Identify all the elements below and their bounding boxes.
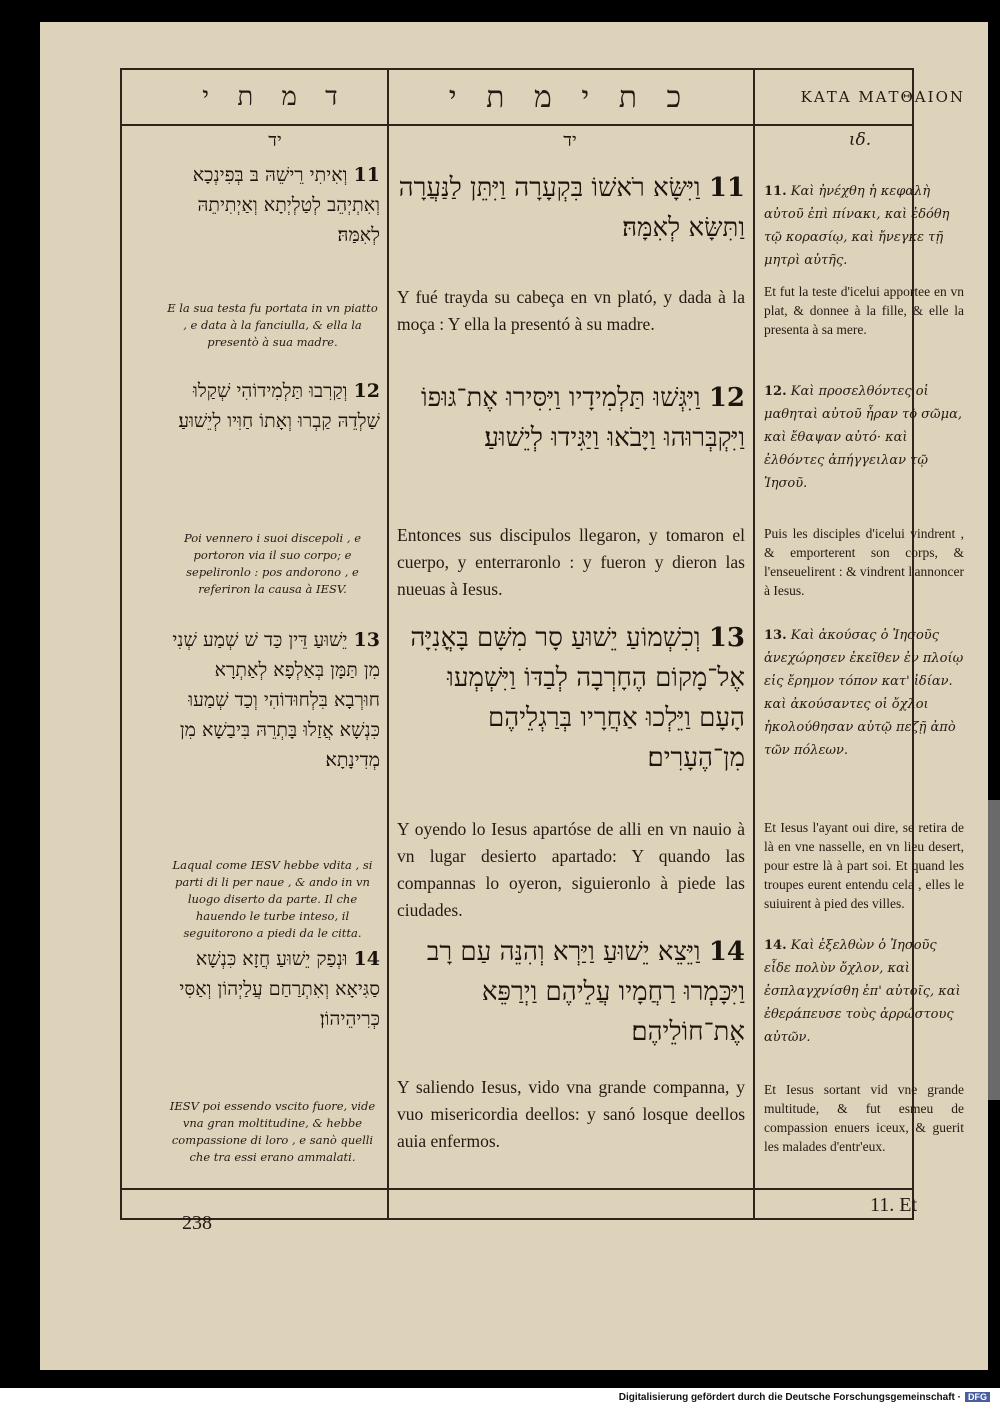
middle-verse-11 — [395, 168, 745, 248]
left-verse-13 — [165, 625, 380, 775]
digitization-banner — [0, 1388, 1000, 1406]
header-left: ד מ ת י — [202, 82, 348, 112]
chapter-right: ιδ. — [848, 130, 872, 150]
right-french-11: Et fut la teste d'icelui apportee en vn plat, & donnee à la fille, & elle la presenta à sa mere. — [764, 284, 964, 337]
left-verse-12 — [165, 376, 380, 436]
page-edge — [988, 800, 1000, 1100]
verse-number: 13 — [708, 623, 745, 653]
aramaic-text: וְקַרִבוּ תַּלְמִידוֹהִי שְׁקַלוּ שַׁלְדֵהּ קַבְרוּ וְאָתוֹ חַוִּיו לְיֵשׁוּעַ׃ — [178, 380, 380, 432]
greek-text: Καὶ ἐξελθὼν ὁ Ἰησοῦς εἶδε πολὺν ὄχλον, καὶ ἐσπλαγχνίσθη ἐπ' αὐτοῖς, καὶ ἐθεράπευσε τοὺς ἀρρώστους αὐτῶν. — [764, 938, 961, 1045]
right-french-13: Et Iesus l'ayant oui dire, se retira de là en vne nasselle, en vn lieu desert, pour estre là à part soi. Et quand les troupes eurent entendu cela , elles le suiuirent à pied des villes. — [764, 820, 964, 911]
right-greek-11 — [764, 180, 964, 272]
verse-number: 11 — [708, 173, 745, 203]
hebrew-text: וְכִשְׁמוֹעַ יֵשׁוּעַ סָר מִשָּׁם בָּאֳנִיָּה אֶל־מָקוֹם הֶחָרְבָה לְבַדּוֹ וַיִּשְׁמְעוּ הָעָם וַיֵּלְכוּ אַחֲרָיו בְּרַגְלֵיהֶם מִן־הֶעָרִים׃ — [410, 623, 745, 773]
middle-spanish-13: Y oyendo lo Iesus apartóse de alli en vn nauio à vn lugar desierto apartado: Y quando las compannas lo oyeron, siguieronlo à piede las ciudades. — [397, 819, 745, 920]
right-french-12: Puis les disciples d'icelui vindrent , & emporterent son corps, & l'enseuelirent : & vindrent l'annoncer à Iesus. — [764, 526, 964, 598]
header-right: ΚΑΤΑ ΜΑΤΘΑΙΟΝ — [800, 88, 965, 106]
verse-number: 13 — [353, 629, 380, 651]
verse-number: 12 — [353, 380, 380, 402]
verse-number: 14 — [708, 937, 745, 967]
middle-spanish-11: Y fué trayda su cabeça en vn plató, y dada à la moça : Y ella la presentó à su madre. — [397, 287, 745, 334]
left-italian-14: IESV poi essendo vscito fuore, vide vna gran moltitudine, & hebbe compassione di loro , e sanò quelli che tra essi erano ammalati. — [169, 1099, 376, 1164]
aramaic-text: וְאִיתִי רֵישֵׁהּ בּ בְּפִינְכָא וְאִתְיְהֵב לְטַלְיְתָא וְאַיְתִיתֵהּ לְאִמַּהּ׃ — [192, 164, 380, 246]
bottom-rule — [120, 1188, 914, 1190]
middle-verse-12 — [395, 378, 745, 458]
aramaic-text: יֵשׁוּעַ דֵּין כַּד שׁ שְׁמַע שְׁנִי מִן תַּמָּן בְּאַלְפָא לְאַתְרָא חוּרְבָא בִּלְחוּדוֹהִי וְכַד שְׁמַעוּ כִּנְשָׁא אֲזַלוּ בָּתְרֵהּ בִּיבַשָׁא מִן מְדִינָתָא׃ — [172, 629, 380, 771]
left-verse-14 — [165, 944, 380, 1034]
chapter-left: יד — [268, 130, 282, 151]
verse-number: 12. — [764, 384, 787, 399]
hebrew-text: וַיִּשָּׂא רֹאשׁוֹ בִּקְעָרָה וַיִּתֵּן לַנַּעֲרָה וַתִּשָּׂא לְאִמָּהּ׃ — [398, 173, 745, 243]
middle-spanish-14: Y saliendo Iesus, vido vna grande companna, y vuo misericordia deellos: y sanó losque deellos auia enfermos. — [397, 1077, 745, 1151]
left-verse-11 — [165, 160, 380, 250]
verse-number: 11 — [353, 164, 380, 186]
left-italian-11: E la sua testa fu portata in vn piatto , e data à la fanciulla, & ella la presentò à sua madre. — [167, 301, 378, 349]
column-divider-left — [387, 68, 389, 1218]
banner-text: Digitalisierung gefördert durch die Deutsche Forschungsgemeinschaft · — [618, 1391, 961, 1403]
column-divider-right — [753, 68, 755, 1218]
hebrew-text: וַיֵּצֵא יֵשׁוּעַ וַיַּרְא וְהִנֵּה עַם רָב וַיִּכָּמְרוּ רַחֲמָיו עֲלֵיהֶם וַיְרַפֵּא אֶת־חוֹלֵיהֶם׃ — [426, 937, 745, 1047]
verse-number: 12 — [708, 383, 745, 413]
middle-spanish-12: Entonces sus discipulos llegaron, y tomaron el cuerpo, y enterraronlo : y fueron y dieron las nueuas à Iesus. — [397, 525, 745, 599]
left-italian-13: Laqual come IESV hebbe vdita , si parti di li per naue , & ando in vn luogo diserto da parte. Il che hauendo le turbe inteso, il seguitorono a piedi da le citta. — [172, 858, 373, 940]
right-greek-14 — [764, 934, 964, 1049]
header-rule — [120, 124, 914, 126]
chapter-middle: יד — [563, 130, 577, 151]
left-italian-12: Poi vennero i suoi discepoli , e portoron via il suo corpo; e sepelironlo : pos andorono , e referiron la causa à IESV. — [183, 531, 362, 596]
greek-text: Καὶ ἀκούσας ὁ Ἰησοῦς ἀνεχώρησεν ἐκεῖθεν ἐν πλοίῳ εἰς ἔρημον τόπον κατ' ἰδίαν. καὶ ἀκούσαντες οἱ ὄχλοι ἠκολούθησαν αὐτῷ πεζῇ ἀπὸ τῶν πόλεων. — [764, 628, 964, 758]
dfg-logo: DFG — [965, 1392, 990, 1402]
right-french-14: Et Iesus sortant vid vne grande multitude, & fut esmeu de compassion enuers iceux, & guerit les malades d'entr'eux. — [764, 1082, 964, 1154]
verse-number: 14. — [764, 938, 787, 953]
greek-text: Καὶ προσελθόντες οἱ μαθηταὶ αὐτοῦ ἦραν τὸ σῶμα, καὶ ἔθαψαν αὐτό· καὶ ἐλθόντες ἀπήγγειλαν τῷ Ἰησοῦ. — [764, 384, 963, 491]
catchword: 11. Et — [870, 1194, 918, 1216]
middle-verse-13 — [395, 618, 745, 778]
header-middle: כ ת י מ ת י — [448, 79, 692, 115]
right-greek-13 — [764, 624, 964, 762]
hebrew-text: וַיִּגְּשׁוּ תַּלְמִידָיו וַיִּסִּירוּ אֶת־גּוּפוֹ וַיִּקְבְּרוּהוּ וַיָּבֹאוּ וַיַּגִּידוּ לְיֵשׁוּעַ׃ — [420, 383, 745, 453]
greek-text: Καὶ ἠνέχθη ἡ κεφαλὴ αὐτοῦ ἐπὶ πίνακι, καὶ ἐδόθη τῷ κορασίῳ, καὶ ἤνεγκε τῇ μητρὶ αὐτῆς. — [764, 184, 950, 268]
aramaic-text: וּנְפַק יֵשׁוּעַ חֲזָא כִּנְשָׁא סַגִּיאָא וְאִתְרַחַם עֲלַיְהוֹן וְאַסִּי כְּרִיהֵיהוֹן׃ — [179, 948, 380, 1030]
verse-number: 11. — [764, 184, 787, 199]
page-number: 238 — [182, 1212, 212, 1234]
verse-number: 14 — [353, 948, 380, 970]
verse-number: 13. — [764, 628, 787, 643]
right-greek-12 — [764, 380, 964, 495]
middle-verse-14 — [395, 932, 745, 1052]
